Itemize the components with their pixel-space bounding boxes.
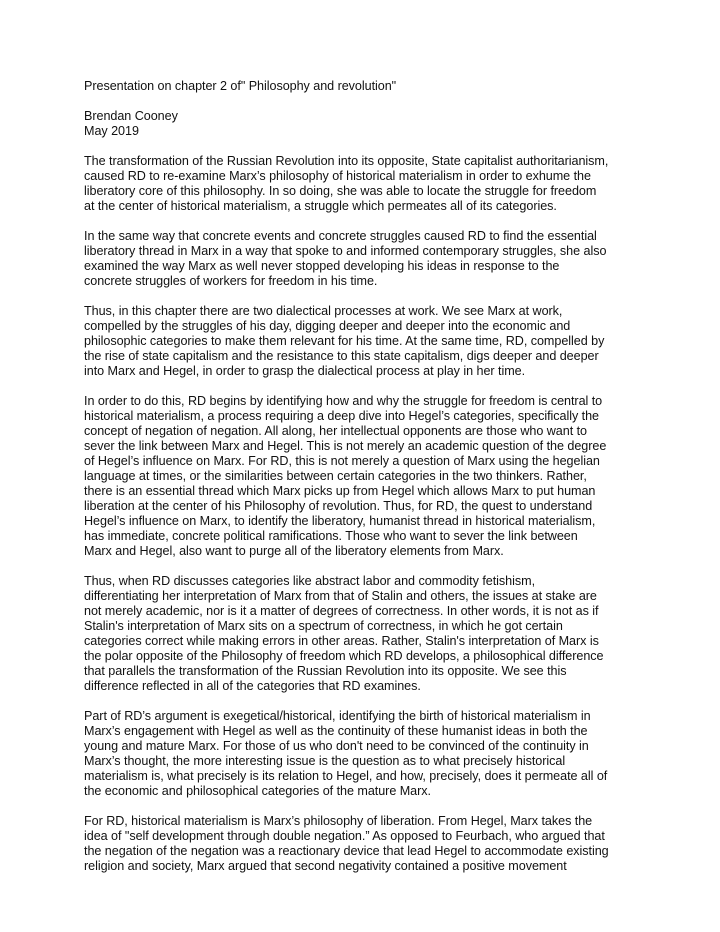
- text-line: has immediate, concrete political ramifications. Those who want to sever the link between: [84, 529, 578, 543]
- text-line: Part of RD’s argument is exegetical/historical, identifying the birth of historical materialism in: [84, 709, 591, 723]
- text-line: sever the link between Marx and Hegel. This is not merely an academic question of the degree: [84, 439, 607, 453]
- text-line: there is an essential thread which Marx picks up from Hegel which allows Marx to put human: [84, 484, 596, 498]
- text-line: Stalin's interpretation of Marx sits on a spectrum of correctness, in which he got certain: [84, 619, 563, 633]
- text-line: materialism is, what precisely is its relation to Hegel, and how, precisely, does it permeate all of: [84, 769, 608, 783]
- text-line: concrete struggles of workers for freedom in his time.: [84, 274, 378, 288]
- text-line: of Hegel’s influence on Marx. For RD, this is not merely a question of Marx using the hegelian: [84, 454, 600, 468]
- title-text: Presentation on chapter 2 of" Philosophy and revolution": [84, 79, 397, 93]
- text-line: liberatory core of this philosophy. In so doing, she was able to locate the struggle for freedom: [84, 184, 597, 198]
- text-line: Marx and Hegel, also want to purge all of the liberatory elements from Marx.: [84, 544, 504, 558]
- text-line: not merely academic, nor is it a matter of degrees of correctness. In other words, it is not as if: [84, 604, 599, 618]
- text-line: caused RD to re-examine Marx’s philosophy of historical materialism in order to exhume the: [84, 169, 591, 183]
- text-line: In order to do this, RD begins by identifying how and why the struggle for freedom is central to: [84, 394, 603, 408]
- text-line: difference reflected in all of the categories that RD examines.: [84, 679, 421, 693]
- text-line: For RD, historical materialism is Marx’s philosophy of liberation. From Hegel, Marx takes the: [84, 814, 593, 828]
- paragraph-2: [84, 229, 654, 289]
- text-line: Thus, in this chapter there are two dialectical processes at work. We see Marx at work,: [84, 304, 563, 318]
- text-line: In the same way that concrete events and concrete struggles caused RD to find the essential: [84, 229, 597, 243]
- paragraph-7: [84, 814, 654, 874]
- text-line: Hegel’s influence on Marx, to identify the liberatory, humanist thread in historical materialism,: [84, 514, 596, 528]
- text-line: Marx’s engagement with Hegel as well as the continuity of these humanist ideas in both the: [84, 724, 588, 738]
- paragraph-4: [84, 394, 654, 559]
- document-page: [84, 79, 654, 889]
- text-line: Thus, when RD discusses categories like abstract labor and commodity fetishism,: [84, 574, 536, 588]
- text-line: categories correct while making errors in other areas. Rather, Stalin's interpretation of Marx is: [84, 634, 599, 648]
- text-line: the economic and philosophical categories of the mature Marx.: [84, 784, 431, 798]
- text-line: young and mature Marx. For those of us who don't need to be convinced of the continuity in: [84, 739, 589, 753]
- text-line: into Marx and Hegel, in order to grasp the dialectical process at play in her time.: [84, 364, 526, 378]
- paragraph-6: [84, 709, 654, 799]
- text-line: the rise of state capitalism and the resistance to this state capitalism, digs deeper and deeper: [84, 349, 599, 363]
- text-line: historical materialism, a process requiring a deep dive into Hegel’s categories, specifically the: [84, 409, 600, 423]
- text-line: Marx’s thought, the more interesting issue is the question as to what precisely historical: [84, 754, 566, 768]
- text-line: that parallels the transformation of the Russian Revolution into its opposite. We see this: [84, 664, 567, 678]
- text-line: compelled by the struggles of his day, digging deeper and deeper into the economic and: [84, 319, 571, 333]
- text-line: language at times, or the similarities between certain categories in the two thinkers. Rather,: [84, 469, 587, 483]
- text-line: liberation at the center of his Philosophy of revolution. Thus, for RD, the quest to understand: [84, 499, 593, 513]
- paragraph-5: [84, 574, 654, 694]
- paragraph-3: [84, 304, 654, 379]
- text-line: The transformation of the Russian Revolution into its opposite, State capitalist authoritarianism,: [84, 154, 609, 168]
- document-date: May 2019: [84, 124, 139, 138]
- byline: [84, 109, 654, 139]
- text-line: differentiating her interpretation of Marx from that of Stalin and others, the issues at stake are: [84, 589, 597, 603]
- text-line: examined the way Marx as well never stopped developing his ideas in response to the: [84, 259, 560, 273]
- paragraph-1: [84, 154, 654, 214]
- text-line: concept of negation of negation. All along, her intellectual opponents are those who want to: [84, 424, 588, 438]
- text-line: the negation of the negation was a reactionary device that lead Hegel to accommodate existing: [84, 844, 609, 858]
- text-line: the polar opposite of the Philosophy of freedom which RD develops, a philosophical difference: [84, 649, 604, 663]
- text-line: philosophic categories to make them relevant for his time. At the same time, RD, compelled by: [84, 334, 605, 348]
- text-line: religion and society, Marx argued that second negativity contained a positive movement: [84, 859, 567, 873]
- document-title: [84, 79, 654, 94]
- text-line: at the center of historical materialism, a struggle which permeates all of its categories.: [84, 199, 557, 213]
- text-line: idea of "self development through double negation.” As opposed to Feurbach, who argued that: [84, 829, 605, 843]
- text-line: liberatory thread in Marx in a way that spoke to and informed contemporary struggles, she also: [84, 244, 607, 258]
- author-name: Brendan Cooney: [84, 109, 178, 123]
